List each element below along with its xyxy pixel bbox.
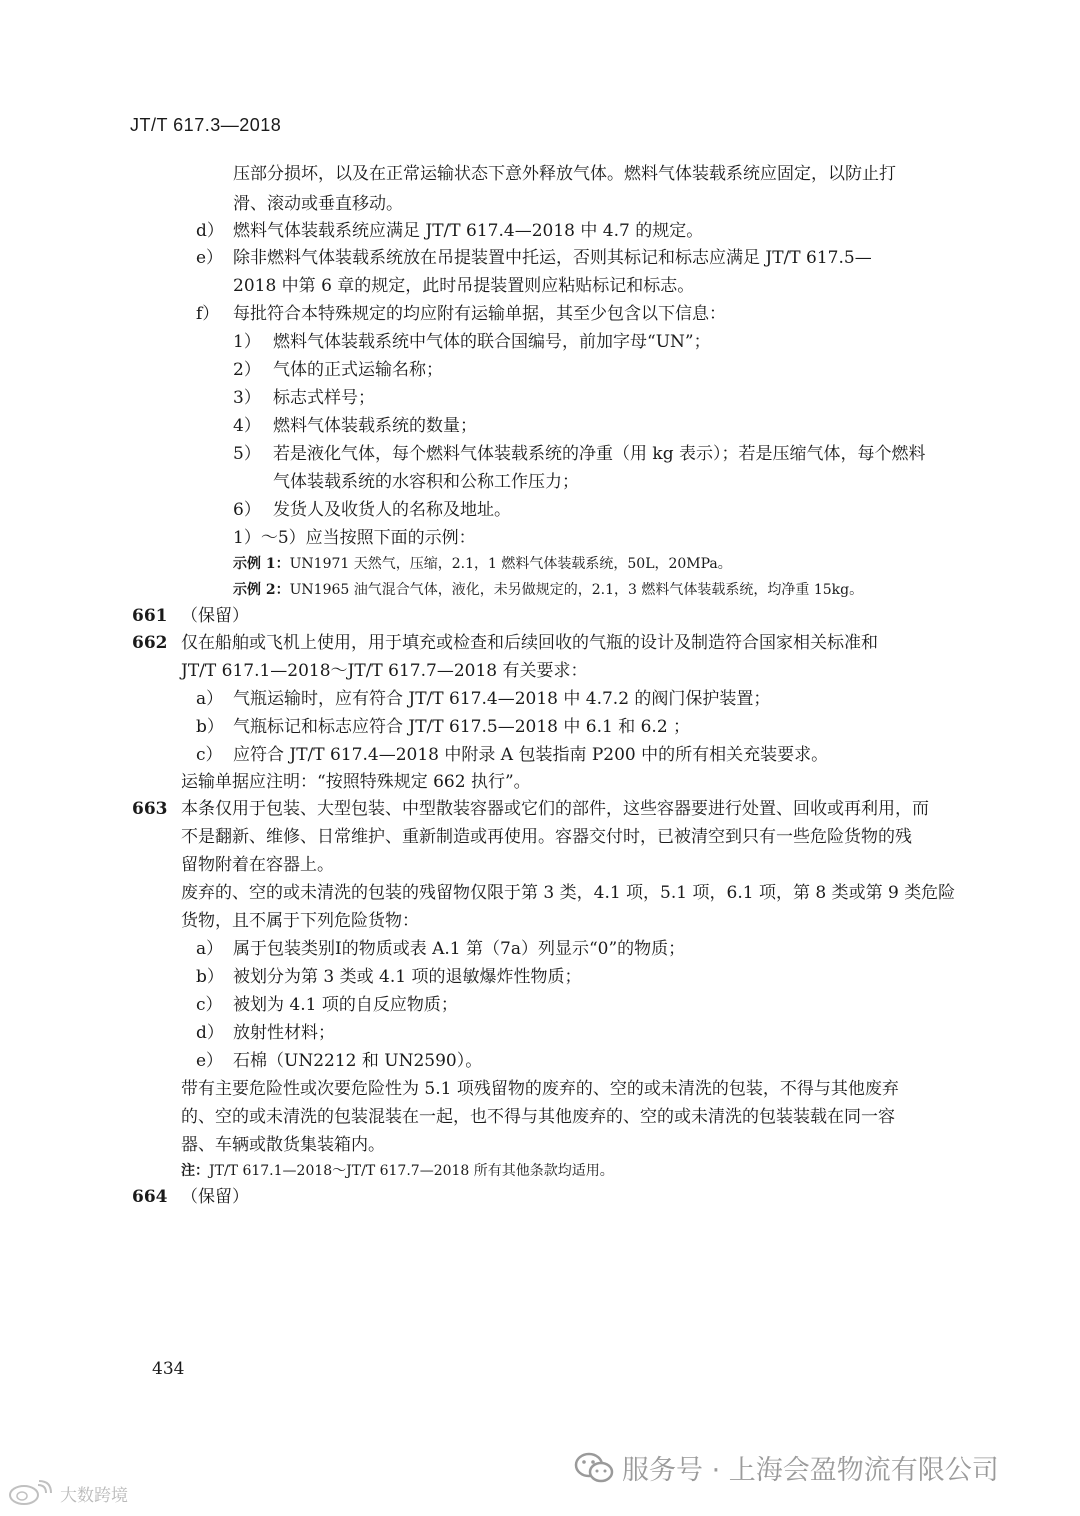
line-text: 燃料气体装载系统中气体的联合国编号，前加字母“UN”； — [273, 332, 711, 352]
text-line — [196, 1049, 223, 1073]
text-line — [196, 937, 223, 961]
line-text: b） — [196, 717, 224, 737]
line-text: 3） — [233, 388, 261, 408]
text-line — [233, 219, 703, 243]
line-text: 被划分为第 3 类或 4.1 项的退敏爆炸性物质； — [233, 967, 582, 987]
text-line — [181, 1185, 249, 1209]
text-line — [233, 715, 690, 739]
text-line — [181, 881, 955, 905]
text-line — [196, 715, 224, 739]
line-text: 带有主要危险性或次要危险性为 5.1 项残留物的废弃的、空的或未清洗的包装，不得与其他废弃 — [181, 1079, 899, 1099]
line-text: 气体装载系统的水容积和公称工作压力； — [273, 472, 579, 492]
example-label: 示例 1： — [233, 556, 290, 572]
text-line — [181, 853, 334, 877]
line-text: 石棉（UN2212 和 UN2590）。 — [233, 1051, 483, 1071]
line-text: UN1965 油气混合气体，液化，未另做规定的，2.1，3 燃料气体装载系统，均净重 15kg。 — [289, 582, 864, 598]
text-line — [196, 246, 223, 270]
page-number: 434 — [152, 1359, 185, 1379]
line-text: 6） — [233, 500, 261, 520]
text-line — [233, 414, 261, 438]
line-text: b） — [196, 967, 224, 987]
line-text: 1）～5）应当按照下面的示例： — [233, 528, 476, 548]
line-text: 被划为 4.1 项的自反应物质； — [233, 995, 458, 1015]
line-text: d） — [196, 1023, 224, 1043]
text-line — [233, 162, 896, 186]
wechat-icon — [574, 1451, 614, 1485]
account-watermark — [574, 1448, 999, 1487]
line-text: JT/T 617.1—2018～JT/T 617.7—2018 有关要求： — [181, 661, 588, 681]
provision-number: 661 — [132, 606, 168, 626]
text-line — [233, 330, 261, 354]
example-line — [181, 1159, 614, 1183]
line-text: 器、车辆或散货集装箱内。 — [181, 1135, 385, 1155]
line-text: 留物附着在容器上。 — [181, 855, 334, 875]
line-text: 仅在船舶或飞机上使用，用于填充或检查和后续回收的气瓶的设计及制造符合国家相关标准和 — [181, 633, 878, 653]
line-text: JT/T 617.1—2018～JT/T 617.7—2018 所有其他条款均适用。 — [209, 1163, 614, 1179]
text-line — [233, 526, 476, 550]
line-text: c） — [196, 745, 223, 765]
line-text: 除非燃料气体装载系统放在吊提装置中托运，否则其标记和标志应满足 JT/T 617.5— — [233, 248, 872, 268]
text-line — [181, 604, 249, 628]
line-text: a） — [196, 939, 224, 959]
text-line — [273, 498, 511, 522]
line-text: 5） — [233, 444, 261, 464]
line-text: 废弃的、空的或未清洗的包装的残留物仅限于第 3 类，4.1 项，5.1 项，6.1 项，第 8 类或第 9 类危险 — [181, 883, 956, 903]
example-line — [233, 578, 863, 602]
text-line — [233, 1049, 482, 1073]
corner-watermark — [6, 1479, 128, 1507]
text-line — [196, 1021, 224, 1045]
line-text: 货物，且不属于下列危险货物： — [181, 911, 419, 931]
line-text: 每批符合本特殊规定的均应附有运输单据，其至少包含以下信息： — [233, 304, 726, 324]
line-text: 气瓶标记和标志应符合 JT/T 617.5—2018 中 6.1 和 6.2 ； — [233, 717, 691, 737]
text-line — [233, 274, 694, 298]
line-text: 若是液化气体，每个燃料气体装载系统的净重（用 kg 表示）；若是压缩气体，每个燃料 — [273, 444, 926, 464]
line-text: （保留） — [181, 1187, 249, 1207]
text-line — [196, 743, 223, 767]
line-text: f） — [196, 304, 220, 324]
line-text: 2018 中第 6 章的规定，此时吊提装置则应粘贴标记和标志。 — [233, 276, 695, 296]
text-line — [273, 330, 711, 354]
text-line — [196, 993, 223, 1017]
line-text: 压部分损坏，以及在正常运输状态下意外释放气体。燃料气体装载系统应固定，以防止打 — [233, 164, 896, 184]
text-line — [196, 965, 224, 989]
line-text: c） — [196, 995, 223, 1015]
text-line — [233, 302, 726, 326]
provision-number: 662 — [132, 633, 168, 653]
line-text: 放射性材料； — [233, 1023, 335, 1043]
text-line — [233, 192, 403, 216]
text-line — [196, 687, 223, 711]
text-line — [181, 1133, 385, 1157]
text-line — [181, 825, 912, 849]
text-line — [233, 937, 685, 961]
line-text: （保留） — [181, 606, 249, 626]
text-line — [196, 219, 224, 243]
text-line — [181, 1077, 899, 1101]
line-text: 的、空的或未清洗的包装混装在一起，也不得与其他废弃的、空的或未清洗的包装装载在同一容 — [181, 1107, 895, 1127]
line-text: d） — [196, 221, 224, 241]
text-line — [181, 770, 531, 794]
line-text: 气体的正式运输名称； — [273, 360, 443, 380]
text-line — [233, 498, 261, 522]
text-line — [273, 386, 375, 410]
text-line — [233, 687, 770, 711]
text-line — [233, 743, 828, 767]
line-text: e） — [196, 248, 224, 268]
text-line — [196, 302, 219, 326]
line-text: e） — [196, 1051, 224, 1071]
line-text: 气瓶运输时，应有符合 JT/T 617.4—2018 中 4.7.2 的阀门保护装置； — [233, 689, 771, 709]
example-line — [233, 552, 732, 576]
line-text: 标志式样号； — [273, 388, 375, 408]
text-line — [273, 470, 579, 494]
text-line — [233, 965, 581, 989]
line-text: a） — [196, 689, 224, 709]
example-label: 注： — [181, 1163, 209, 1179]
text-line — [181, 1105, 895, 1129]
text-line — [181, 631, 878, 655]
text-line — [233, 386, 261, 410]
example-label: 示例 2： — [233, 582, 290, 598]
text-line — [273, 414, 477, 438]
text-line — [233, 442, 261, 466]
line-text: UN1971 天然气，压缩，2.1，1 燃料气体装载系统，50L，20MPa。 — [289, 556, 732, 572]
line-text: 2） — [233, 360, 261, 380]
line-text: 滑、滚动或垂直移动。 — [233, 194, 403, 214]
line-text: 属于包装类别Ⅰ的物质或表 A.1 第（7a）列显示“0”的物质； — [233, 939, 686, 959]
line-text: 本条仅用于包装、大型包装、中型散装容器或它们的部件，这些容器要进行处置、回收或再利用，而 — [181, 799, 929, 819]
provision-number: 663 — [132, 799, 168, 819]
text-line — [233, 1021, 335, 1045]
text-line — [273, 442, 926, 466]
text-line — [181, 909, 419, 933]
line-text: 4） — [233, 416, 261, 436]
line-text: 燃料气体装载系统应满足 JT/T 617.4—2018 中 4.7 的规定。 — [233, 221, 704, 241]
text-line — [233, 358, 261, 382]
line-text: 运输单据应注明：“按照特殊规定 662 执行”。 — [181, 772, 531, 792]
line-text: 不是翻新、维修、日常维护、重新制造或再使用。容器交付时，已被清空到只有一些危险货物的残 — [181, 827, 912, 847]
line-text: 燃料气体装载系统的数量； — [273, 416, 477, 436]
line-text: 应符合 JT/T 617.4—2018 中附录 A 包装指南 P200 中的所有相关充装要求。 — [233, 745, 829, 765]
weibo-icon — [6, 1479, 56, 1507]
line-text: 1） — [233, 332, 261, 352]
standard-code-header: JT/T 617.3—2018 — [130, 115, 282, 135]
text-line — [233, 993, 458, 1017]
text-line — [181, 659, 588, 683]
line-text: 发货人及收货人的名称及地址。 — [273, 500, 511, 520]
corner-watermark-text: 大数跨境 — [60, 1485, 128, 1506]
text-line — [273, 358, 443, 382]
text-line — [181, 797, 929, 821]
watermark-text: 服务号 · 上海会盈物流有限公司 — [622, 1455, 999, 1486]
provision-number: 664 — [132, 1187, 168, 1207]
text-line — [233, 246, 872, 270]
